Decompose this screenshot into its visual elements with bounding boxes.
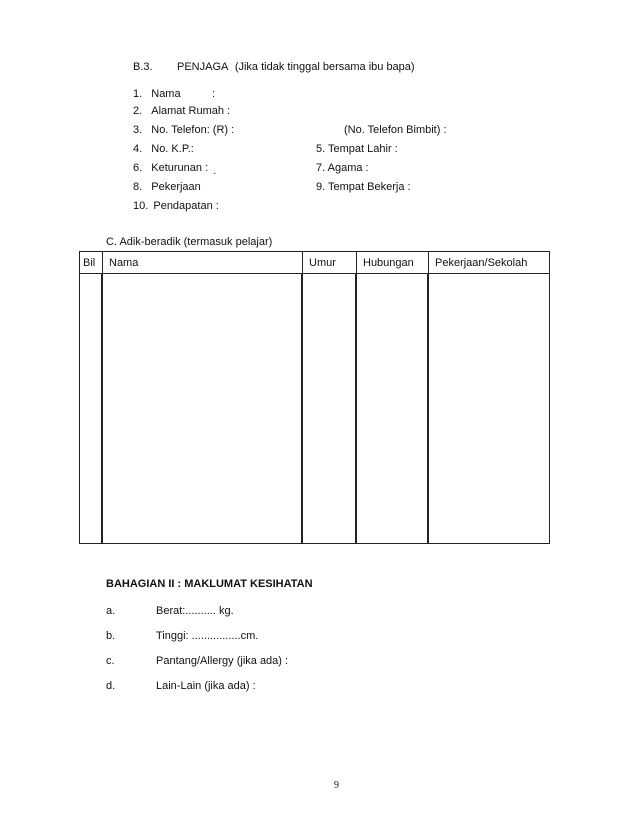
section-bahagian-ii-title: BAHAGIAN II : MAKLUMAT KESIHATAN: [106, 578, 313, 590]
field-agama: 7. Agama :: [316, 162, 369, 174]
siblings-table: [79, 251, 550, 544]
table-row: [80, 274, 550, 544]
field-nama-colon: :: [212, 88, 216, 100]
field-pendapatan: [133, 200, 219, 212]
health-item-letter: b.: [106, 630, 116, 642]
health-item-berat: Berat:.......... kg.: [156, 605, 234, 617]
item-number: 1.: [133, 88, 143, 100]
field-label: Alamat Rumah :: [151, 105, 231, 117]
table-header-row: [80, 252, 550, 274]
section-b3-title-row: [177, 61, 415, 73]
section-c-title: C. Adik-beradik (termasuk pelajar): [106, 236, 273, 248]
field-pekerjaan: [133, 181, 201, 193]
section-b3-heading: [133, 61, 153, 73]
section-code: B.3.: [133, 61, 153, 73]
cell-nama[interactable]: [103, 274, 303, 544]
cell-pekerjaan-sekolah[interactable]: [429, 274, 550, 544]
field-no-telefon-rumah: [133, 124, 234, 136]
health-item-letter: d.: [106, 680, 116, 692]
item-number: 3.: [133, 124, 143, 136]
field-tempat-lahir: 5. Tempat Lahir :: [316, 143, 398, 155]
cell-bil[interactable]: [80, 274, 103, 544]
field-alamat-rumah: [133, 105, 230, 117]
field-tempat-bekerja: 9. Tempat Bekerja :: [316, 181, 411, 193]
field-keturunan: [133, 162, 217, 177]
field-no-telefon-bimbit: (No. Telefon Bimbit) :: [344, 124, 447, 136]
item-number: 8.: [133, 181, 143, 193]
field-label: Pekerjaan: [151, 181, 201, 193]
section-subtitle: (Jika tidak tinggal bersama ibu bapa): [234, 61, 415, 73]
page-number: 9: [334, 780, 339, 791]
item-number: 6.: [133, 162, 143, 174]
health-item-letter: c.: [106, 655, 115, 667]
field-mark: .: [213, 165, 217, 177]
field-no-kp: [133, 143, 194, 155]
field-label: Pendapatan :: [153, 200, 219, 212]
field-label: No. K.P.:: [151, 143, 194, 155]
cell-umur[interactable]: [303, 274, 357, 544]
column-header-hubungan: Hubungan: [357, 252, 429, 274]
health-item-letter: a.: [106, 605, 116, 617]
item-number: 2.: [133, 105, 143, 117]
column-header-pekerjaan-sekolah: Pekerjaan/Sekolah: [429, 252, 550, 274]
health-item-tinggi: Tinggi: ................cm.: [156, 630, 259, 642]
field-label: Keturunan :: [151, 162, 209, 174]
column-header-nama: Nama: [103, 252, 303, 274]
cell-hubungan[interactable]: [357, 274, 429, 544]
field-label: Nama: [151, 88, 181, 100]
field-label: No. Telefon: (R) :: [151, 124, 235, 136]
health-item-lain-lain: Lain-Lain (jika ada) :: [156, 680, 256, 692]
item-number: 4.: [133, 143, 143, 155]
item-number: 10.: [133, 200, 149, 212]
field-nama: [133, 88, 181, 100]
section-title: PENJAGA: [177, 61, 228, 73]
column-header-bil: Bil: [80, 252, 103, 274]
health-item-pantang: Pantang/Allergy (jika ada) :: [156, 655, 289, 667]
column-header-umur: Umur: [303, 252, 357, 274]
